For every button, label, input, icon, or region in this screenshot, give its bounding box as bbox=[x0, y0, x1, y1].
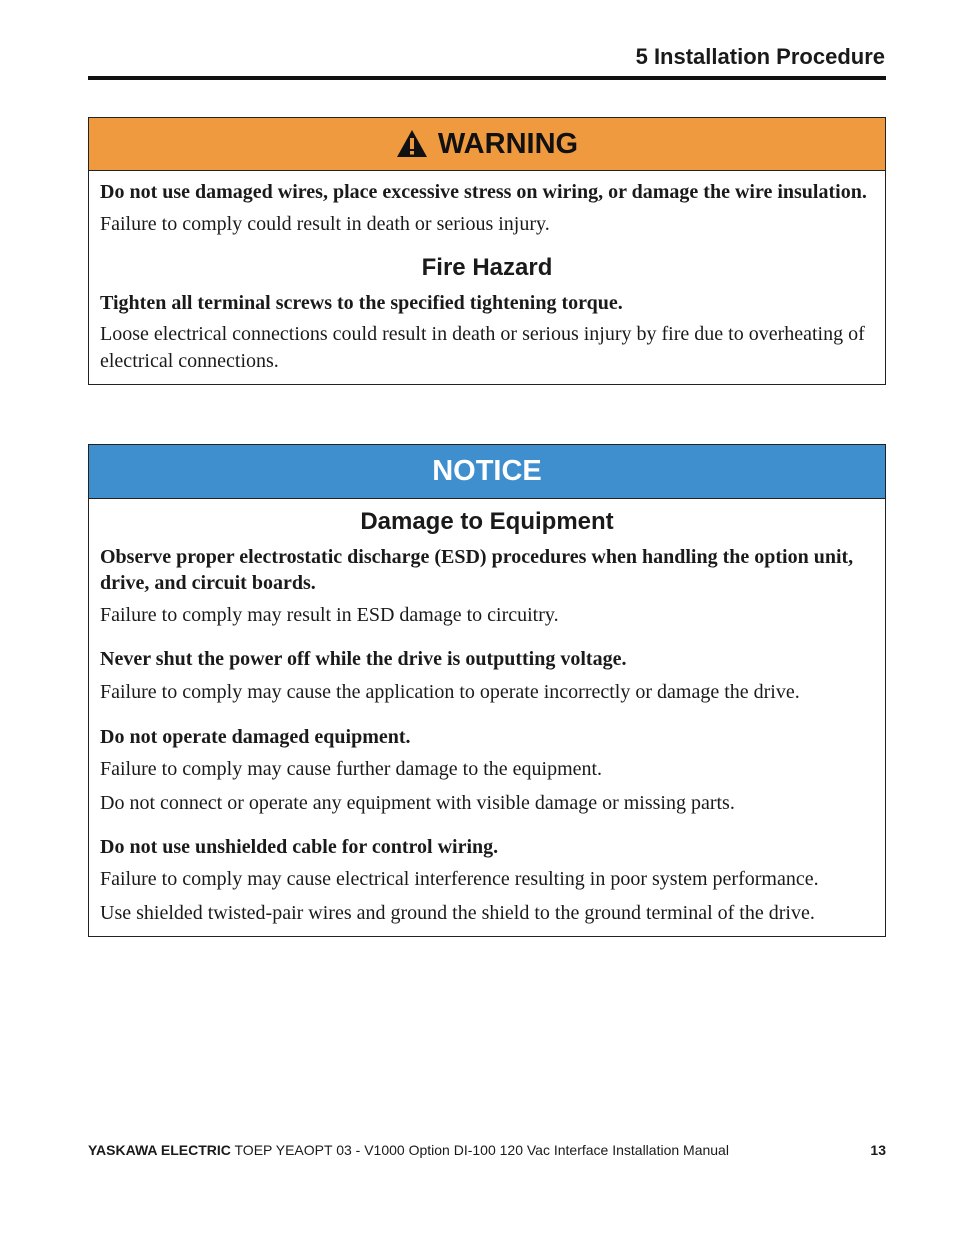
page-number: 13 bbox=[870, 1142, 886, 1158]
notice-item-text: Do not connect or operate any equipment with visible damage or missing parts. bbox=[100, 792, 735, 814]
notice-label: NOTICE bbox=[432, 455, 542, 487]
warning-triangle-icon bbox=[396, 128, 428, 160]
footer-doc-title bbox=[88, 1142, 729, 1158]
notice-item-text: Use shielded twisted-pair wires and ground the shield to the ground terminal of the drive. bbox=[100, 902, 815, 924]
notice-banner bbox=[89, 445, 885, 499]
notice-content bbox=[89, 499, 885, 936]
warning-box bbox=[88, 117, 886, 385]
notice-item-text: Failure to comply may cause further damage to the equipment. bbox=[100, 758, 603, 780]
warning-item-text: Failure to comply could result in death or serious injury. bbox=[100, 213, 550, 235]
footer-title-text: TOEP YEAOPT 03 - V1000 Option DI-100 120 Vac Interface Installation Manual bbox=[230, 1142, 729, 1158]
header-rule bbox=[88, 76, 886, 80]
notice-item-bold: Do not operate damaged equipment. bbox=[100, 726, 411, 748]
section-title: 5 Installation Procedure bbox=[635, 44, 885, 69]
notice-item-text: Failure to comply may cause the application to operate incorrectly or damage the drive. bbox=[100, 681, 800, 703]
notice-item-text: Failure to comply may cause electrical interference resulting in poor system performance. bbox=[100, 868, 819, 890]
warning-item-text: Loose electrical connections could result in death or serious injury by fire due to overheating of electrical connections. bbox=[100, 323, 865, 372]
notice-item-text: Failure to comply may result in ESD damage to circuitry. bbox=[100, 604, 559, 626]
notice-item-bold: Observe proper electrostatic discharge (ESD) procedures when handling the option unit, drive, and circuit boards. bbox=[100, 546, 854, 594]
warning-item-bold: Tighten all terminal screws to the specified tightening torque. bbox=[100, 292, 623, 314]
damage-to-equipment-heading: Damage to Equipment bbox=[360, 508, 614, 535]
warning-banner bbox=[89, 118, 885, 171]
notice-item-bold: Do not use unshielded cable for control wiring. bbox=[100, 836, 499, 858]
warning-item-bold: Do not use damaged wires, place excessive stress on wiring, or damage the wire insulation. bbox=[100, 181, 867, 203]
page-footer bbox=[88, 1142, 886, 1158]
warning-label: WARNING bbox=[437, 127, 579, 160]
notice-item-bold: Never shut the power off while the drive is outputting voltage. bbox=[100, 648, 627, 670]
footer-brand: YASKAWA ELECTRIC bbox=[88, 1142, 231, 1158]
warning-content bbox=[89, 171, 885, 384]
notice-box bbox=[88, 444, 886, 937]
fire-hazard-heading: Fire Hazard bbox=[421, 254, 553, 281]
